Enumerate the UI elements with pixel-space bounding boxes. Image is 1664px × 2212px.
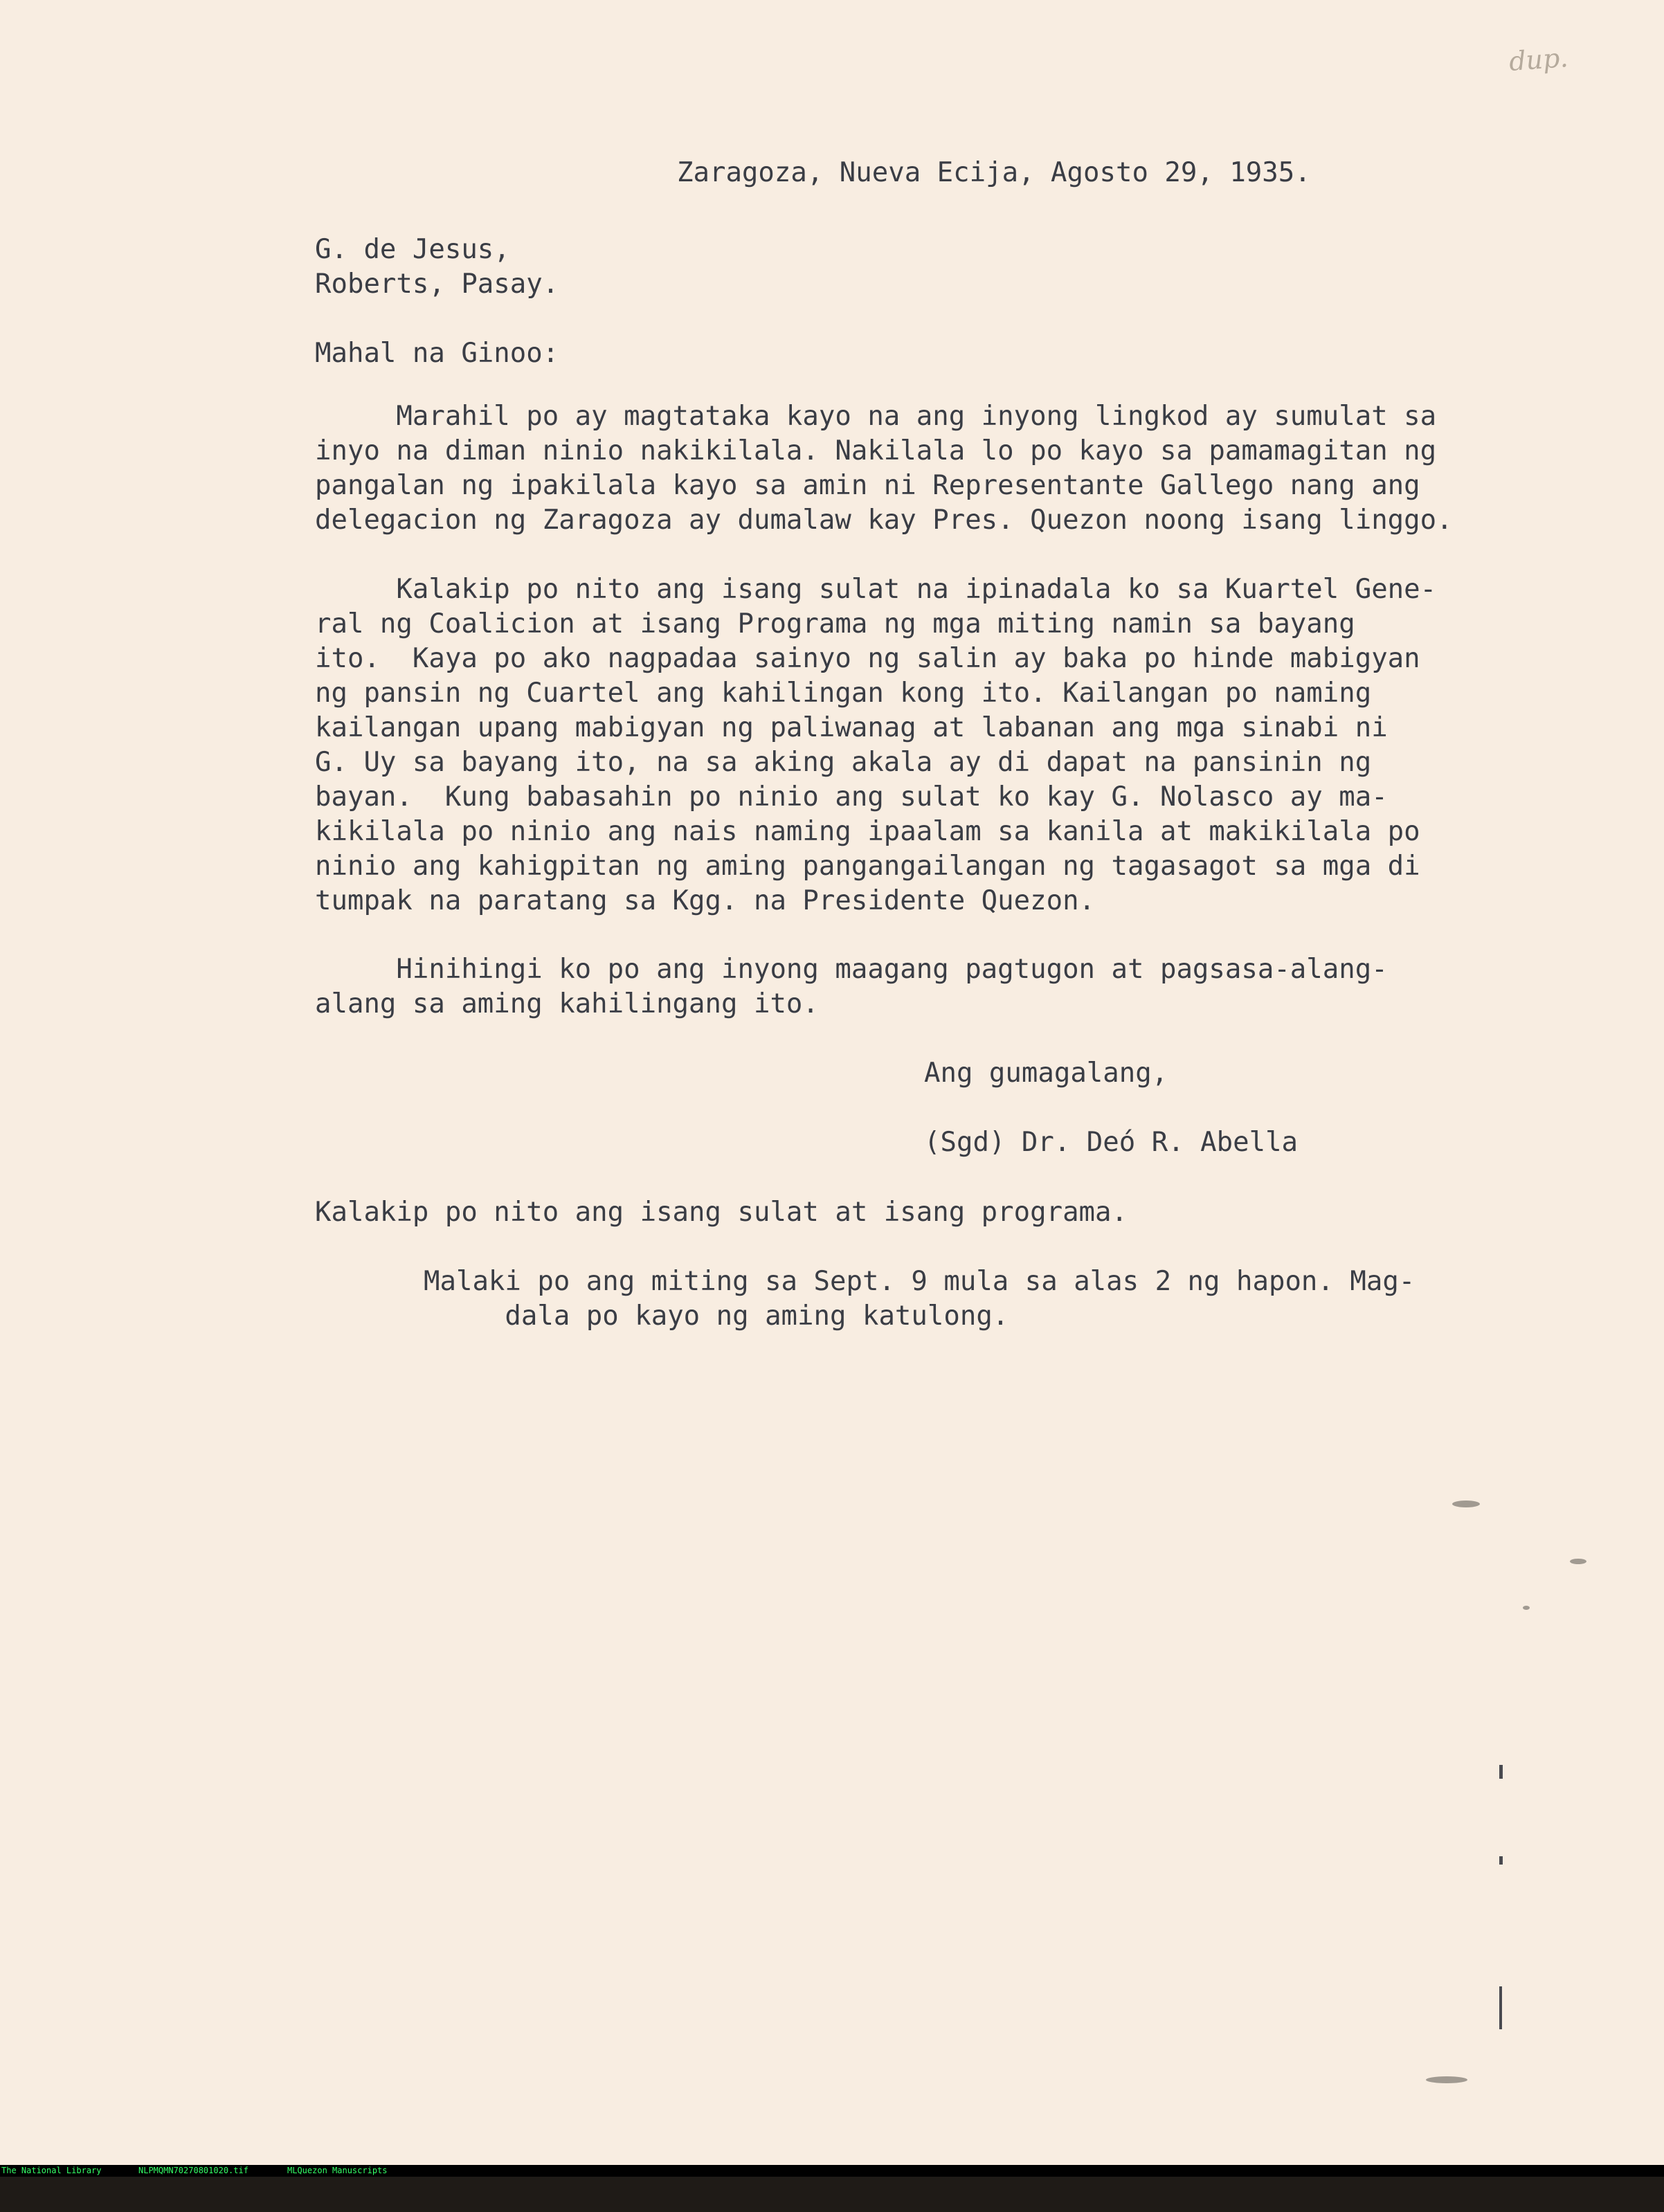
footer-filename: NLPMQMN70270801020.tif [138, 2166, 248, 2175]
postscript-line: dala po kayo ng aming katulong. [424, 1300, 1009, 1332]
paragraph-line: kailangan upang mabigyan ng paliwanag at labanan ang mga sinabi ni [315, 712, 1388, 743]
paper-speck [1426, 2076, 1467, 2083]
paragraph-line: pangalan ng ipakilala kayo sa amin ni Representante Gallego nang ang [315, 470, 1420, 501]
margin-mark [1499, 1856, 1503, 1865]
paragraph-line: bayan. Kung babasahin po ninio ang sulat ko kay G. Nolasco ay ma- [315, 781, 1388, 813]
paragraph-line: inyo na diman ninio nakikilala. Nakilala lo po kayo sa pamamagitan ng [315, 435, 1437, 466]
paragraph-line: ral ng Coalicion at isang Programa ng mga miting namin sa bayang [315, 608, 1355, 640]
postscript-line: Malaki po ang miting sa Sept. 9 mula sa alas 2 ng hapon. Mag- [424, 1266, 1416, 1297]
scan-footer [0, 2165, 1664, 2177]
paper-speck [1452, 1501, 1480, 1507]
paragraph-line: Hinihingi ko po ang inyong maagang pagtugon at pagsasa-alang- [315, 954, 1388, 985]
closing: Ang gumagalang, [924, 1058, 1168, 1089]
addressee-name: G. de Jesus, [315, 234, 510, 265]
paragraph-line: Kalakip po nito ang isang sulat na ipinadala ko sa Kuartel Gene- [315, 574, 1437, 605]
paragraph-line: G. Uy sa bayang ito, na sa aking akala ay di dapat na pansinin ng [315, 747, 1372, 778]
paragraph-line: delegacion ng Zaragoza ay dumalaw kay Pres. Quezon noong isang linggo. [315, 505, 1453, 536]
footer-collection: MLQuezon Manuscripts [287, 2166, 388, 2175]
signature: (Sgd) Dr. Deó R. Abella [924, 1127, 1299, 1158]
margin-mark [1499, 1986, 1502, 2029]
paragraph-line: ninio ang kahigpitan ng aming pangangailangan ng tagasagot sa mga di [315, 851, 1420, 882]
paper-speck [1570, 1559, 1586, 1564]
pencil-annotation: dup. [1508, 42, 1569, 77]
paragraph-line: tumpak na paratang sa Kgg. na Presidente Quezon. [315, 885, 1096, 916]
paragraph-line: Marahil po ay magtataka kayo na ang inyong lingkod ay sumulat sa [315, 401, 1437, 432]
margin-mark [1499, 1765, 1503, 1779]
addressee-address: Roberts, Pasay. [315, 269, 559, 300]
footer-library: The National Library [1, 2166, 102, 2175]
paragraph-line: alang sa aming kahilingang ito. [315, 988, 819, 1019]
salutation: Mahal na Ginoo: [315, 338, 559, 369]
paragraph-line: kikilala po ninio ang nais naming ipaalam sa kanila at makikilala po [315, 816, 1420, 847]
paragraph-line: ng pansin ng Cuartel ang kahilingan kong ito. Kailangan po naming [315, 678, 1372, 709]
paper-speck [1523, 1606, 1530, 1610]
paragraph-line: ito. Kaya po ako nagpadaa sainyo ng salin ay baka po hinde mabigyan [315, 643, 1420, 674]
place-and-date: Zaragoza, Nueva Ecija, Agosto 29, 1935. [677, 157, 1311, 188]
enclosure-note: Kalakip po nito ang isang sulat at isang programa. [315, 1197, 1128, 1228]
